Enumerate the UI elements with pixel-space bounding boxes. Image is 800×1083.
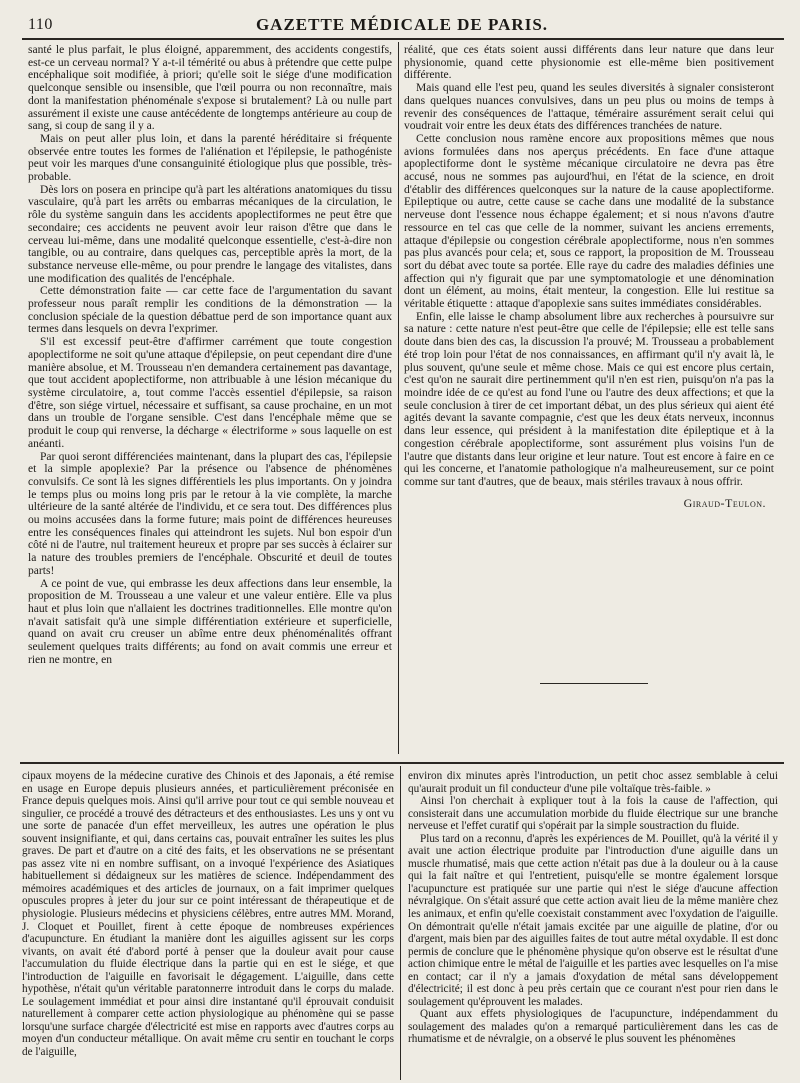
header-rule — [22, 38, 784, 40]
bottom-left-column — [22, 770, 394, 1080]
paragraph: Dès lors on posera en principe qu'à part les altérations anatomiques du tissu vasculaire, qu'à part les arrêts ou embarras mécaniques de la circulation, le rôle du système sanguin dans les accidents apoplectiformes ne peut être que secondaire; ces accidents ne peuvent avoir leur raison d'être que dans le cerveau lui-même, dans une modalité quelconque essentielle, c'est-à-dire non tangible, ou au contraire, dans quelques cas, perceptible après la mort, de la substance nerveuse elle-même, ou pour prendre le langage des vitalistes, dans une modification des qualités de l'encéphale. — [28, 183, 392, 285]
paragraph: Ainsi l'on cherchait à expliquer tout à la fois la cause de l'affection, qui consisterait dans une accumulation morbide du fluide électrique sur une branche nerveuse et l'effet curatif qui s'opérait par la simple soustraction du fluide. — [408, 795, 778, 833]
paragraph: santé le plus parfait, le plus éloigné, apparemment, des accidents congestifs, est-ce un cerveau normal? Y a-t-il témérité ou abus à prétendre que cette pulpe encéphalique soit modifiée, à priori; qu'elle soit le siége d'une modification quelconque sensible ou insensible, que l'œil pourra ou non reconnaître, mais dont la manifestation phénoménale s'expose si brutalement? Là ou nulle part assurément il existe une cause antécédente de longtemps antérieure au coup de sang, si coup de sang il y a. — [28, 44, 392, 133]
paragraph: environ dix minutes après l'introduction, un petit choc assez semblable à celui qu'aurait produit un fil conducteur d'une pile voltaïque très-faible. » — [408, 770, 778, 795]
paragraph: Enfin, elle laisse le champ absolument libre aux recherches à poursuivre sur sa nature : cette nature n'est peut-être que celle de l'épilepsie; elle est telle sans doute dans bien des cas, la discussion l'a prouvé; M. Trousseau a probablement été trop loin pour l'état de nos connaissances, en affirmant qu'il n'y avait là, le plus souvent, qu'une seule et même chose. Mais ce qui est encore plus certain, c'est qu'on ne saurait dire pertinemment qu'il n'en est rien, puisqu'on n'a pas la moindre idée de ce qu'est au fond l'une ou l'autre des deux affections; et que la seule conclusion à tirer de cet important débat, un des plus sérieux qui aient été agités devant la savante compagnie, c'est que les deux états nerveux, inconnus dans leur essence, qui président à la manifestation dite épileptique et à la congestion cérébrale apoplectiforme, sont assurément plus voisins l'un de l'autre que distants dans leur origine et leur nature. Tout est encore à faire en ce qui les concerne, et l'anatomie pathologique n'a malheureusement, sur ce point comme sur tant d'autres, que de beaux, mais stériles travaux à nous offrir. — [404, 310, 774, 488]
author-signature: Giraud-Teulon. — [683, 495, 766, 510]
page-header — [22, 14, 782, 36]
column-divider — [398, 42, 399, 754]
paragraph: Par quoi seront différenciées maintenant, dans la plupart des cas, l'épilepsie et la simple apoplexie? Par la présence ou l'absence de phénomènes convulsifs. Ce sont là les signes différentiels les plus importants. On y joindra le temps plus ou moins long pris par le retour à la vie complète, la marche ultérieure de la santé altérée de l'individu, et ce sera tout. Des différences plus ou moins accusées dans la forme future; mais point de différences heureuses entre les conséquences finales qui atteindront les sujets. Nul bon espoir d'un côté ni de l'autre, nul traitement heureux et propre par ses succès à éclairer sur la nature des troubles premiers de l'encéphale. Obscurité et deuil de toutes parts! — [28, 450, 392, 577]
page-number: 110 — [28, 16, 53, 33]
paragraph: Mais on peut aller plus loin, et dans la parenté héréditaire si fréquente observée entre toutes les formes de l'aliénation et l'épilepsie, le pathogéniste peut voir les marques d'une consanguinité étiologique plus que possible, très-probable. — [28, 132, 392, 184]
paragraph: cipaux moyens de la médecine curative des Chinois et des Japonais, a été remise en usage en Europe depuis plusieurs années, et particulièrement préconisée en France depuis quelques mois. Ainsi qu'il arrive pour tout ce qui semble nouveau et singulier, ce procédé a trouvé des détracteurs et des enthousiastes. Les uns y ont vu une sorte de panacée d'un effet merveilleux, les autres une opération le plus souvent insignifiante, et qui, dans certains cas, pouvait entraîner les suites les plus graves. De part et d'autre on a cité des faits, et les observations ne se présentant pas assez vite ni en nombre suffisant, on a invoqué l'expérience des Asiatiques habituellement si dédaigneux sur les matières de science. Indépendamment des mémoires académiques et des articles de journaux, on a fait imprimer quelques opuscules propres à jeter du jour sur ce point intéressant de thérapeutique et de physiologie. Plusieurs médecins et physiciens célèbres, entre autres MM. Morand, J. Cloquet et Pouillet, firent à cette époque de nombreuses expériences d'acupuncture. En étudiant la manière dont les aiguilles agissent sur les corps vivants, on avait été d'abord porté à penser que la douleur avait pour cause l'accumulation du fluide électrique dans la partie qui en est le siége, et que l'introduction de l'aiguille en favorisait le dégagement. L'aiguille, dans cette hypothèse, n'était qu'un véritable paratonnerre introduit dans le corps du malade. Le soulagement immédiat et pour ainsi dire instantané qu'il éprouvait conduisit naturellement à comparer cette action physiologique au phénomène qui se passe lorsqu'une surface chargée d'électricité est mise en rapports avec d'autres corps au moyen d'un conducteur métallique. On avait même cru sentir en touchant le corps de l'aiguille, — [22, 770, 394, 1059]
left-column — [28, 44, 392, 754]
paragraph: A ce point de vue, qui embrasse les deux affections dans leur ensemble, la proposition de M. Trousseau a une valeur et une valeur entière. Elle va plus haut et plus loin que n'allaient les doctrines traditionnelles. Elle montre qu'on n'avait satisfait qu'à une simple différentiation extérieure et superficielle, quand on avait cru creuser un abîme entre deux phénoménalités offrant seulement quelques traits différents; au fond on avait commis une erreur et rien ne montre, en — [28, 577, 392, 666]
right-column — [404, 44, 774, 644]
paragraph: Cette démonstration faite — car cette face de l'argumentation du savant professeur nous paraît remplir les conditions de la démonstration — la conclusion spéciale de la question débattue perd de son importance quant aux termes dans lesquels on devra l'exprimer. — [28, 285, 392, 336]
paragraph: S'il est excessif peut-être d'affirmer carrément que toute congestion apoplectiforme ne soit qu'une attaque d'épilepsie, on peut cependant dire d'une manière absolue, et M. Trousseau n'en demandera certainement pas davantage, que tout accident apoplectiforme, non attribuable à une lésion mécanique du système circulatoire, a, tout comme l'accès essentiel d'épilepsie, sa raison d'être, son siége virtuel, nécessaire et suffisant, sa cause prochaine, en un mot dans un trouble de l'organe sensible. C'est dans l'encéphale même que se produit le coup qui renverse, la décharge « électriforme » sous laquelle on est anéanti. — [28, 336, 392, 450]
paragraph: Cette conclusion nous ramène encore aux propositions mêmes que nous avions formulées dans nos aperçus précédents. En face d'une attaque apoplectiforme dont le système mécanique circulatoire ne devra pas être accusé, nous ne sommes pas aujourd'hui, en l'état de la science, en droit d'établir des différences quelconques sur la nature de la cause apoplectiforme. Epileptique ou autre, cette cause se cache dans une modalité de la substance nerveuse dont l'essence nous échappe également; et si nous n'avons d'autre ressource en tel cas que celle de la nommer, suivant les anciens errements, attaque d'épilepsie ou congestion cérébrale apoplectiforme, nous n'en sommes pas plus avancés pour cela; et, sous ce rapport, la proposition de M. Trousseau sort du débat avec toute sa portée. Elle raye du cadre des maladies définies une affection qui n'y figurait que par une symptomatologie et une dénomination dont un élément, au moins, était menteur, la congestion. Elle lui restitue sa véritable étiquette : attaque d'apoplexie sans suites immédiates considérables. — [404, 132, 774, 311]
journal-title: GAZETTE MÉDICALE DE PARIS. — [255, 15, 549, 34]
bottom-right-column — [408, 770, 778, 1080]
end-of-article-rule — [540, 683, 648, 684]
section-separator — [20, 762, 784, 764]
paragraph: Plus tard on a reconnu, d'après les expériences de M. Pouillet, qu'à la vérité il y avait une action électrique produite par l'introduction d'une aiguille dans un muscle rhumatisé, mais que cette action n'était pas due à la douleur ou à la cause qui la fait naître et qui l'entretient, puisqu'elle se montre également lorsque l'acupuncture est pratiquée sur une partie qui n'est le siége d'aucune affection névralgique. On s'était assuré que cette action avait lieu de la même manière chez les animaux, et enfin qu'elle coexistait constamment avec l'oxydation de l'aiguille. On démontrait qu'elle n'était jamais excitée par une aiguille de platine, d'or ou d'argent, mais bien par des aiguilles faites de tout autre métal oxydable. Il est donc permis de conclure que le phénomène physique qu'on observe est le résultat d'une action chimique entre le métal de l'aiguille et les parties avec lesquelles on l'a mise en contact; car il n'y a jamais d'oxydation de métal sans développement d'électricité; il est donc à peu près certain que ce courant n'est pour rien dans le soulagement qu'éprouvent les malades. — [408, 832, 778, 1008]
paragraph: Quant aux effets physiologiques de l'acupuncture, indépendamment du soulagement des malades qu'on a remarqué particulièrement dans les cas de rhumatisme et de névralgie, on a observé le plus souvent les phénomènes — [408, 1008, 778, 1046]
paragraph: Mais quand elle l'est peu, quand les seules diversités à signaler consisteront dans quelques nuances convulsives, dans un peu plus ou moins de temps à revenir des conséquences de l'attaque, téméraire assurément serait celui qui voudrait voir entre les deux états des différences tranchées de nature. — [404, 82, 774, 133]
bottom-column-divider — [400, 766, 401, 1080]
paragraph: réalité, que ces états soient aussi différents dans leur nature que dans leur physionomie, quand cette physionomie est elle-même bien positivement différente. — [404, 44, 774, 82]
